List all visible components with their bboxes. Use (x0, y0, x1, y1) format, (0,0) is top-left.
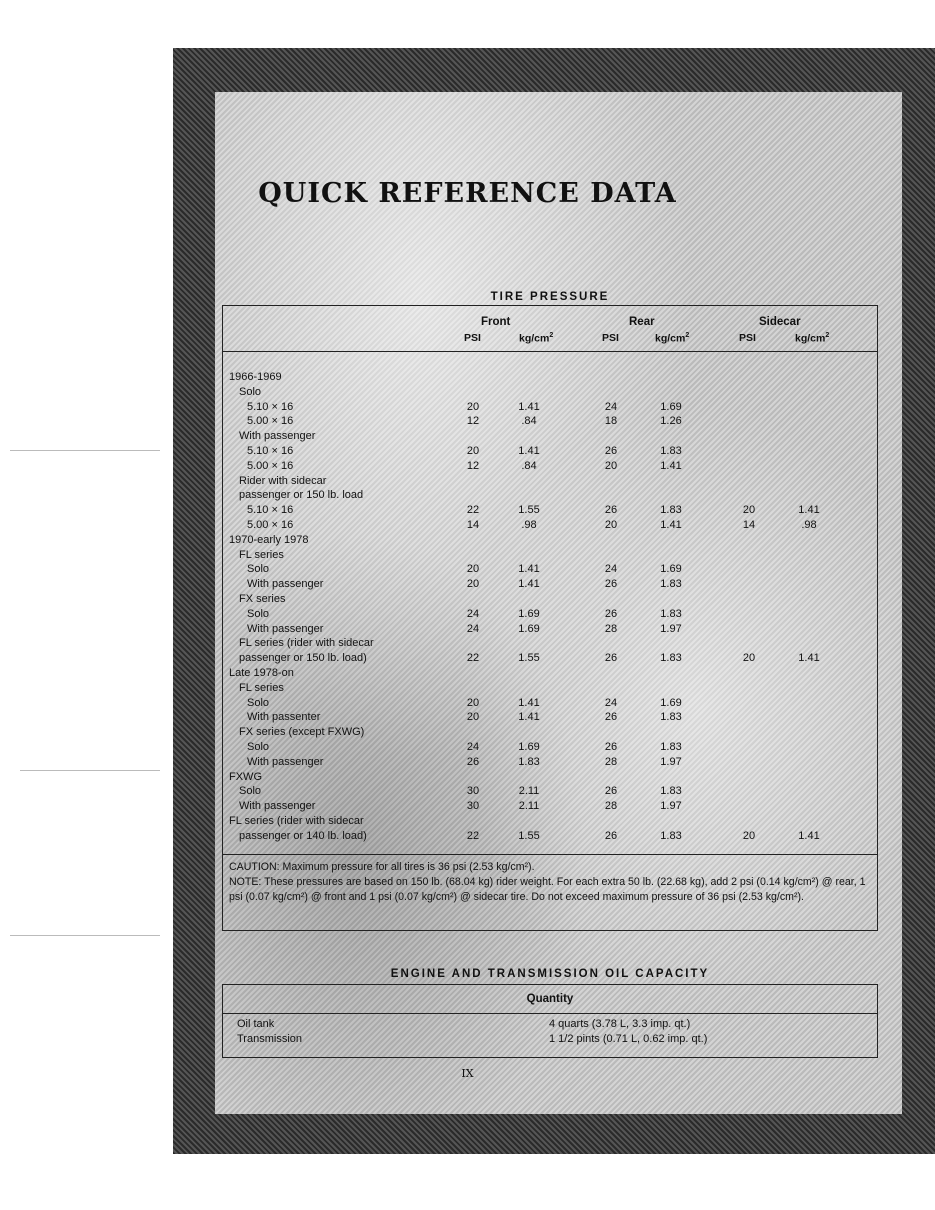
rear-psi-value: 26 (604, 504, 618, 517)
front-psi-value: 30 (466, 800, 480, 813)
front-psi-value: 20 (466, 563, 480, 576)
front-psi-value: 24 (466, 740, 480, 753)
table-row (229, 400, 873, 415)
table-row (229, 681, 873, 696)
front-kg-value: 1.41 (518, 400, 540, 413)
sidecar-psi-value: 20 (742, 829, 756, 842)
rear-psi-value: 26 (604, 444, 618, 457)
row-label: 5.00 × 16 (247, 518, 294, 531)
front-kg-header: $kg/cm^2$ (519, 332, 554, 345)
rear-kg-value: 1.41 (660, 459, 682, 472)
row-label: FL series (239, 548, 284, 561)
rear-psi-value: 28 (604, 800, 618, 813)
front-kg-value: 1.69 (518, 740, 540, 753)
table-row (229, 622, 873, 637)
table-row (229, 385, 873, 400)
table-row (229, 414, 873, 429)
front-psi-value: 24 (466, 607, 480, 620)
row-label: Solo (247, 607, 270, 620)
rear-kg-value: 1.69 (660, 400, 682, 413)
rear-kg-value: 1.83 (660, 829, 682, 842)
front-kg-value: 1.55 (518, 829, 540, 842)
rear-psi-value: 18 (604, 415, 618, 428)
sidecar-psi-value: 20 (742, 504, 756, 517)
rear-kg-value: 1.83 (660, 740, 682, 753)
rear-psi-value: 28 (604, 755, 618, 768)
rear-kg-value: 1.97 (660, 800, 682, 813)
row-label: 5.10 × 16 (247, 504, 294, 517)
front-psi-value: 20 (466, 400, 480, 413)
row-label: Solo (247, 740, 270, 753)
table-row (229, 533, 873, 548)
front-kg-value: 1.41 (518, 696, 540, 709)
row-label: Solo (247, 696, 270, 709)
rear-psi-value: 26 (604, 785, 618, 798)
rear-psi-value: 24 (604, 400, 618, 413)
tire-pressure-title: TIRE PRESSURE (490, 291, 610, 303)
row-label: With passenter (247, 711, 321, 724)
table-row (229, 696, 873, 711)
front-kg-value: 1.41 (518, 578, 540, 591)
rear-kg-value: 1.69 (660, 696, 682, 709)
row-label: FL series (rider with sidecar (229, 814, 364, 827)
row-label: FL series (rider with sidecar (239, 637, 374, 650)
row-label: Solo (239, 385, 262, 398)
oil-tank-value: 4 quarts (3.78 L, 3.3 imp. qt.) (549, 1018, 691, 1030)
rear-kg-value: 1.83 (660, 711, 682, 724)
front-psi-value: 20 (466, 696, 480, 709)
rear-kg-value: 1.97 (660, 622, 682, 635)
rear-kg-value: 1.83 (660, 607, 682, 620)
sidecar-kg-value: 1.41 (798, 829, 820, 842)
oil-capacity-title: ENGINE AND TRANSMISSION OIL CAPACITY (390, 968, 710, 980)
row-label: 1966-1969 (229, 371, 282, 383)
sidecar-kg-value: 1.41 (798, 504, 820, 517)
rear-kg-value: 1.26 (660, 415, 682, 428)
table-row (229, 444, 873, 459)
table-row (229, 503, 873, 518)
row-label: Solo (247, 563, 270, 576)
front-kg-value: 1.83 (518, 755, 540, 768)
row-label: 5.10 × 16 (247, 444, 294, 457)
sidecar-kg-value: 1.41 (798, 652, 820, 665)
rear-psi-header: PSI (602, 332, 619, 344)
row-label: Late 1978-on (229, 666, 294, 679)
row-label: passenger or 140 lb. load) (239, 829, 367, 842)
table-row (229, 429, 873, 444)
rear-kg-value: 1.97 (660, 755, 682, 768)
front-psi-value: 24 (466, 622, 480, 635)
table-row (229, 562, 873, 577)
front-psi-value: 20 (466, 578, 480, 591)
front-kg-value: .84 (521, 459, 537, 472)
front-psi-value: 14 (466, 518, 480, 531)
table-row (229, 518, 873, 533)
table-row (229, 784, 873, 799)
front-kg-value: 2.11 (518, 800, 540, 813)
sidecar-kg-value: .98 (801, 518, 817, 531)
row-label: passenger or 150 lb. load) (239, 652, 367, 665)
rear-psi-value: 24 (604, 563, 618, 576)
page-number: IX (461, 1067, 474, 1080)
row-label: FX series (239, 592, 286, 605)
sidecar-kg-header: $kg/cm^2$ (795, 332, 830, 345)
front-kg-value: 2.11 (518, 785, 540, 798)
front-psi-value: 12 (466, 415, 480, 428)
rear-psi-value: 20 (604, 518, 618, 531)
table-row (229, 814, 873, 829)
rear-psi-value: 24 (604, 696, 618, 709)
rear-kg-value: 1.83 (660, 785, 682, 798)
front-psi-value: 22 (466, 829, 480, 842)
table-row (229, 607, 873, 622)
front-kg-value: .84 (521, 415, 537, 428)
rear-psi-value: 26 (604, 740, 618, 753)
tire-rows (229, 370, 873, 844)
front-kg-value: 1.69 (518, 607, 540, 620)
rear-kg-value: 1.83 (660, 652, 682, 665)
front-psi-value: 20 (466, 444, 480, 457)
rear-kg-header: $kg/cm^2$ (655, 332, 690, 345)
caution-text: CAUTION: Maximum pressure for all tires is 36 psi (2.53 kg/cm²). (229, 861, 535, 873)
row-label: 5.10 × 16 (247, 400, 294, 413)
sidecar-psi-value: 14 (742, 518, 756, 531)
table-row (229, 666, 873, 681)
sidecar-psi-header: PSI (739, 332, 756, 344)
row-label: With passenger (247, 622, 324, 635)
row-label: Rider with sidecar (239, 474, 327, 487)
front-psi-value: 26 (466, 755, 480, 768)
oil-capacity-table (222, 984, 878, 1058)
front-kg-value: 1.41 (518, 444, 540, 457)
front-psi-value: 22 (466, 504, 480, 517)
table-row (229, 548, 873, 563)
front-kg-value: 1.55 (518, 652, 540, 665)
front-kg-value: 1.41 (518, 711, 540, 724)
rear-psi-value: 26 (604, 578, 618, 591)
rear-kg-value: 1.69 (660, 563, 682, 576)
table-row (229, 370, 873, 385)
row-label: FXWG (229, 770, 262, 783)
rear-kg-value: 1.41 (660, 518, 682, 531)
rear-psi-value: 20 (604, 459, 618, 472)
rear-psi-value: 28 (604, 622, 618, 635)
rear-psi-value: 26 (604, 652, 618, 665)
front-psi-value: 12 (466, 459, 480, 472)
tire-notes (223, 854, 877, 905)
transmission-value: 1 1/2 pints (0.71 L, 0.62 imp. qt.) (549, 1033, 708, 1045)
row-label: 5.00 × 16 (247, 415, 294, 428)
transmission-label: Transmission (237, 1033, 302, 1045)
row-label: With passenger (247, 578, 324, 591)
table-row (229, 488, 873, 503)
row-label: With passenger (239, 430, 316, 443)
tire-table-header (223, 306, 877, 352)
quantity-header: Quantity (223, 985, 877, 1014)
row-label: FX series (except FXWG) (239, 726, 365, 739)
front-psi-value: 22 (466, 652, 480, 665)
table-row (229, 651, 873, 666)
tire-pressure-table (222, 305, 878, 931)
table-row (229, 799, 873, 814)
page-title: QUICK REFERENCE DATA (258, 178, 677, 209)
front-psi-value: 20 (466, 711, 480, 724)
margin-scan-mark (10, 935, 160, 936)
front-psi-value: 30 (466, 785, 480, 798)
table-row (229, 577, 873, 592)
row-label: passenger or 150 lb. load (239, 489, 364, 502)
front-group-header: Front (481, 316, 511, 328)
rear-psi-value: 26 (604, 711, 618, 724)
table-row (229, 755, 873, 770)
front-kg-value: .98 (521, 518, 537, 531)
rear-kg-value: 1.83 (660, 578, 682, 591)
front-kg-value: 1.55 (518, 504, 540, 517)
front-kg-value: 1.41 (518, 563, 540, 576)
table-row (229, 592, 873, 607)
rear-kg-value: 1.83 (660, 444, 682, 457)
row-label: 1970-early 1978 (229, 533, 309, 546)
sidecar-group-header: Sidecar (759, 316, 801, 328)
oil-tank-label: Oil tank (237, 1018, 275, 1030)
table-row (229, 474, 873, 489)
front-kg-value: 1.69 (518, 622, 540, 635)
front-psi-header: PSI (464, 332, 481, 344)
rear-psi-value: 26 (604, 607, 618, 620)
table-row (229, 725, 873, 740)
rear-group-header: Rear (629, 316, 655, 328)
table-row (229, 770, 873, 785)
margin-scan-mark (10, 450, 160, 451)
row-label: 5.00 × 16 (247, 459, 294, 472)
row-label: With passenger (247, 755, 324, 768)
row-label: FL series (239, 681, 284, 694)
table-row (229, 829, 873, 844)
table-row (229, 636, 873, 651)
table-row (229, 740, 873, 755)
margin-scan-mark (20, 770, 160, 771)
table-row (229, 710, 873, 725)
note-text: NOTE: These pressures are based on 150 lb. (68.04 kg) rider weight. For each extra 50 lb. (22.68 kg), add 2 psi (0.14 kg/cm²) @ rear, 1 psi (0.07 kg/cm²) @ front and 1 psi (0.07 kg/cm²) @ sidecar tire. Do not exceed maximum pressure of 36 psi (2.53 kg/cm²). (229, 876, 866, 903)
rear-psi-value: 26 (604, 829, 618, 842)
row-label: With passenger (239, 800, 316, 813)
sidecar-psi-value: 20 (742, 652, 756, 665)
rear-kg-value: 1.83 (660, 504, 682, 517)
row-label: Solo (239, 785, 262, 798)
table-row (229, 459, 873, 474)
